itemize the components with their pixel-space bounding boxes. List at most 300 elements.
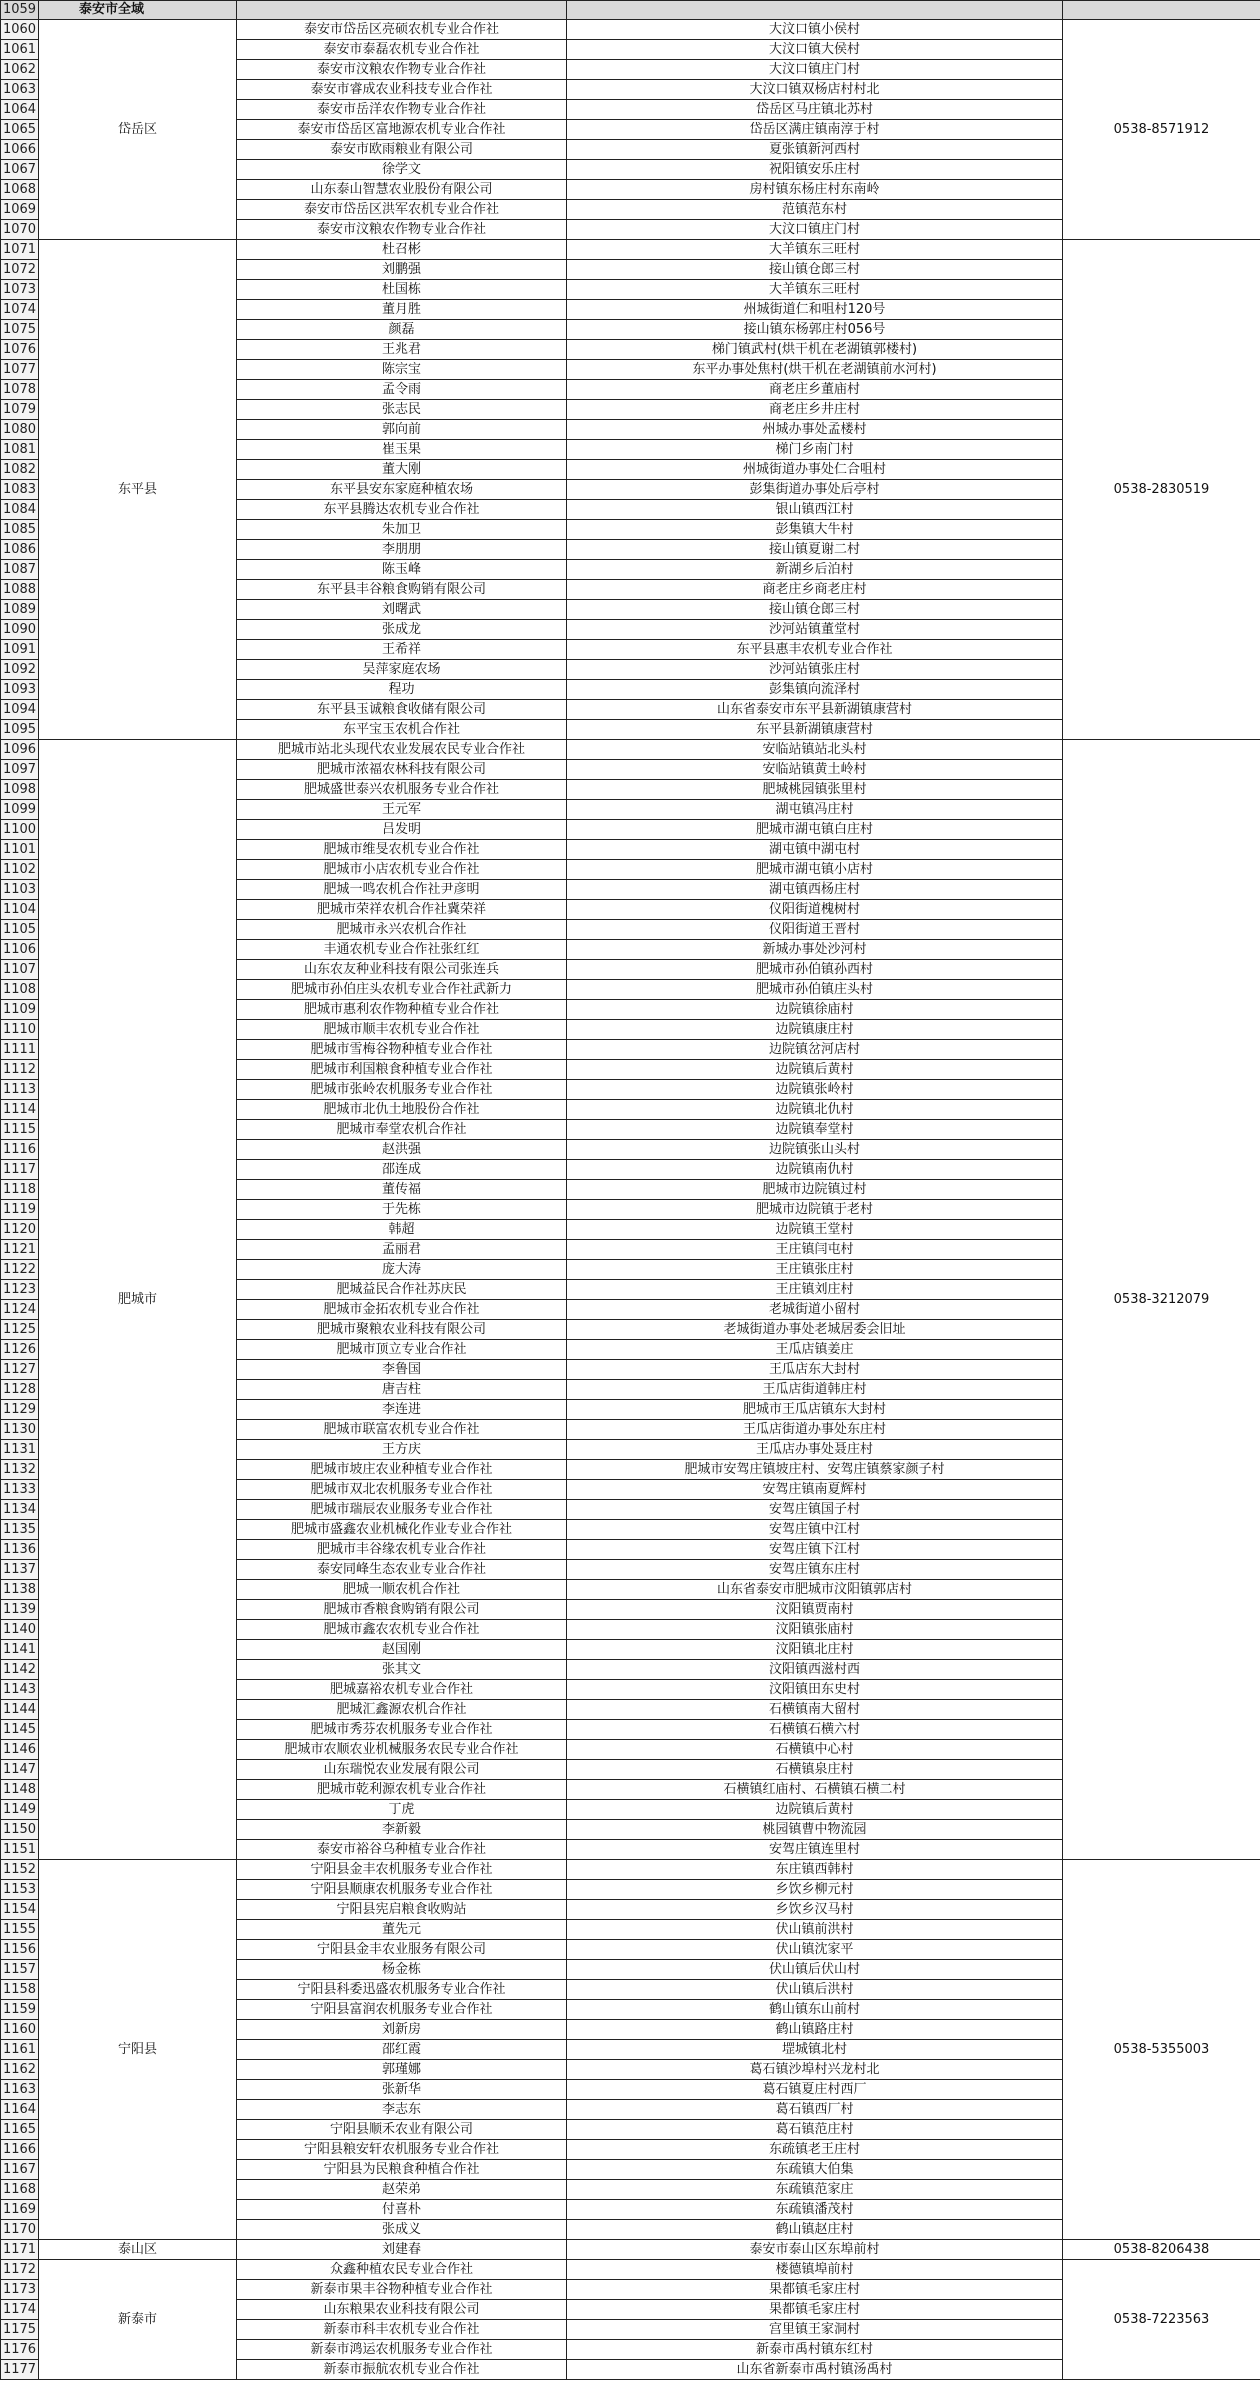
address-cell: 银山镇西江村 [567, 500, 1063, 520]
entity-name-cell: 赵洪强 [237, 1140, 567, 1160]
entity-name-cell: 邵连成 [237, 1160, 567, 1180]
row-number: 1161 [1, 2040, 39, 2060]
address-cell: 王瓜店办事处聂庄村 [567, 1440, 1063, 1460]
entity-name-cell: 吕发明 [237, 820, 567, 840]
phone-cell: 0538-5355003 [1063, 1860, 1260, 2240]
entity-name-cell: 宁阳县顺禾农业有限公司 [237, 2120, 567, 2140]
row-number: 1163 [1, 2080, 39, 2100]
row-number: 1139 [1, 1600, 39, 1620]
address-cell: 肥城市孙伯镇孙西村 [567, 960, 1063, 980]
entity-name-cell: 泰安市裕谷乌种植专业合作社 [237, 1840, 567, 1860]
phone-cell: 0538-7223563 [1063, 2260, 1260, 2380]
row-number: 1107 [1, 960, 39, 980]
entity-name-cell: 宁阳县金丰农业服务有限公司 [237, 1940, 567, 1960]
entity-name-cell: 肥城嘉裕农机专业合作社 [237, 1680, 567, 1700]
address-cell: 房村镇东杨庄村东南岭 [567, 180, 1063, 200]
address-cell: 果都镇毛家庄村 [567, 2280, 1063, 2300]
row-number: 1176 [1, 2340, 39, 2360]
entity-name-cell: 肥城市浓福农林科技有限公司 [237, 760, 567, 780]
city-header: 泰安市全域 [39, 1, 237, 20]
row-number: 1098 [1, 780, 39, 800]
row-number: 1097 [1, 760, 39, 780]
address-cell: 东疏镇潘茂村 [567, 2200, 1063, 2220]
entity-name-cell: 张成龙 [237, 620, 567, 640]
entity-name-cell: 唐吉柱 [237, 1380, 567, 1400]
phone-cell: 0538-3212079 [1063, 740, 1260, 1860]
address-cell: 东疏镇范家庄 [567, 2180, 1063, 2200]
address-cell: 泰安市泰山区东埠前村 [567, 2240, 1063, 2260]
entity-name-cell: 山东农友种业科技有限公司张连兵 [237, 960, 567, 980]
row-number: 1110 [1, 1020, 39, 1040]
address-cell: 边院镇南仇村 [567, 1160, 1063, 1180]
row-number: 1129 [1, 1400, 39, 1420]
row-number: 1063 [1, 80, 39, 100]
address-cell: 汶阳镇张庙村 [567, 1620, 1063, 1640]
address-cell: 安临站镇站北头村 [567, 740, 1063, 760]
phone-cell: 0538-8206438 [1063, 2240, 1260, 2260]
entity-name-cell: 肥城市荣祥农机合作社冀荣祥 [237, 900, 567, 920]
entity-name-cell: 张新华 [237, 2080, 567, 2100]
address-cell: 边院镇张山头村 [567, 1140, 1063, 1160]
address-cell: 山东省泰安市肥城市汶阳镇郭店村 [567, 1580, 1063, 1600]
row-number: 1082 [1, 460, 39, 480]
entity-name-cell: 王兆君 [237, 340, 567, 360]
row-number: 1134 [1, 1500, 39, 1520]
row-number: 1164 [1, 2100, 39, 2120]
row-number: 1170 [1, 2220, 39, 2240]
entity-name-cell: 泰安市岱岳区洪军农机专业合作社 [237, 200, 567, 220]
row-number: 1104 [1, 900, 39, 920]
address-cell: 商老庄乡董庙村 [567, 380, 1063, 400]
address-cell: 边院镇岔河店村 [567, 1040, 1063, 1060]
entity-name-cell: 丰通农机专业合作社张红红 [237, 940, 567, 960]
entity-name-cell: 肥城市永兴农机合作社 [237, 920, 567, 940]
address-cell: 接山镇仓郎三村 [567, 260, 1063, 280]
address-cell: 东疏镇大伯集 [567, 2160, 1063, 2180]
entity-name-cell: 朱加卫 [237, 520, 567, 540]
row-number: 1100 [1, 820, 39, 840]
row-number: 1172 [1, 2260, 39, 2280]
address-cell: 肥城桃园镇张里村 [567, 780, 1063, 800]
entity-name-cell: 肥城市顺丰农机专业合作社 [237, 1020, 567, 1040]
address-cell: 东庄镇西韩村 [567, 1860, 1063, 1880]
entity-name-cell: 郭瑾娜 [237, 2060, 567, 2080]
row-number: 1115 [1, 1120, 39, 1140]
row-number: 1150 [1, 1820, 39, 1840]
entity-name-cell: 肥城市瑞辰农业服务专业合作社 [237, 1500, 567, 1520]
entity-name-cell: 宁阳县富润农机服务专业合作社 [237, 2000, 567, 2020]
entity-name-cell: 肥城一顺农机合作社 [237, 1580, 567, 1600]
row-number: 1177 [1, 2360, 39, 2380]
address-cell: 肥城市孙伯镇庄头村 [567, 980, 1063, 1000]
row-number: 1078 [1, 380, 39, 400]
entity-name-cell: 陈玉峰 [237, 560, 567, 580]
entity-name-cell: 董大刚 [237, 460, 567, 480]
row-number: 1079 [1, 400, 39, 420]
entity-name-cell: 肥城市香粮食购销有限公司 [237, 1600, 567, 1620]
row-number: 1069 [1, 200, 39, 220]
entity-name-cell: 东平宝玉农机合作社 [237, 720, 567, 740]
address-cell: 东平县新湖镇康营村 [567, 720, 1063, 740]
address-cell: 边院镇张岭村 [567, 1080, 1063, 1100]
row-number: 1137 [1, 1560, 39, 1580]
address-cell: 大汶口镇双杨店村村北 [567, 80, 1063, 100]
address-cell: 东平办事处焦村(烘干机在老湖镇前水河村) [567, 360, 1063, 380]
address-cell: 州城办事处孟楼村 [567, 420, 1063, 440]
row-number: 1093 [1, 680, 39, 700]
address-cell: 接山镇仓郎三村 [567, 600, 1063, 620]
row-number: 1128 [1, 1380, 39, 1400]
row-number: 1089 [1, 600, 39, 620]
row-number: 1156 [1, 1940, 39, 1960]
row-number: 1173 [1, 2280, 39, 2300]
entity-name-cell: 肥城市北仇土地股份合作社 [237, 1100, 567, 1120]
entity-name-cell: 肥城盛世泰兴农机服务专业合作社 [237, 780, 567, 800]
row-number: 1131 [1, 1440, 39, 1460]
row-number: 1070 [1, 220, 39, 240]
address-cell: 山东省新泰市禹村镇汤禹村 [567, 2360, 1063, 2380]
address-cell: 边院镇后黄村 [567, 1800, 1063, 1820]
entity-name-cell: 王方庆 [237, 1440, 567, 1460]
row-number: 1145 [1, 1720, 39, 1740]
entity-name-cell: 邵红霞 [237, 2040, 567, 2060]
row-number: 1112 [1, 1060, 39, 1080]
address-cell: 石横镇泉庄村 [567, 1760, 1063, 1780]
address-cell: 石横镇石横六村 [567, 1720, 1063, 1740]
row-number: 1130 [1, 1420, 39, 1440]
row-number: 1125 [1, 1320, 39, 1340]
row-number: 1066 [1, 140, 39, 160]
address-cell: 安驾庄镇东庄村 [567, 1560, 1063, 1580]
row-number: 1149 [1, 1800, 39, 1820]
entity-name-cell: 肥城市利国粮食种植专业合作社 [237, 1060, 567, 1080]
header-cell [237, 1, 567, 20]
entity-name-cell: 肥城市孙伯庄头农机专业合作社武新力 [237, 980, 567, 1000]
entity-name-cell: 新泰市果丰谷物种植专业合作社 [237, 2280, 567, 2300]
address-cell: 安驾庄镇国子村 [567, 1500, 1063, 1520]
address-cell: 安临站镇黄土岭村 [567, 760, 1063, 780]
row-number: 1165 [1, 2120, 39, 2140]
row-number: 1127 [1, 1360, 39, 1380]
entity-name-cell: 肥城市站北头现代农业发展农民专业合作社 [237, 740, 567, 760]
row-number: 1175 [1, 2320, 39, 2340]
address-cell: 彭集镇向流泽村 [567, 680, 1063, 700]
address-cell: 葛石镇西厂村 [567, 2100, 1063, 2120]
entity-name-cell: 肥城市金拓农机专业合作社 [237, 1300, 567, 1320]
row-number: 1153 [1, 1880, 39, 1900]
row-number: 1142 [1, 1660, 39, 1680]
row-number: 1086 [1, 540, 39, 560]
row-number: 1060 [1, 20, 39, 40]
address-cell: 安驾庄镇下江村 [567, 1540, 1063, 1560]
entity-name-cell: 杜召彬 [237, 240, 567, 260]
address-cell: 肥城市边院镇过村 [567, 1180, 1063, 1200]
row-number: 1114 [1, 1100, 39, 1120]
address-cell: 楼德镇埠前村 [567, 2260, 1063, 2280]
address-cell: 安驾庄镇南夏辉村 [567, 1480, 1063, 1500]
entity-name-cell: 泰安同峰生态农业专业合作社 [237, 1560, 567, 1580]
address-cell: 肥城市湖屯镇白庄村 [567, 820, 1063, 840]
entity-name-cell: 李连进 [237, 1400, 567, 1420]
entity-name-cell: 山东粮果农业科技有限公司 [237, 2300, 567, 2320]
table-row [1, 740, 1260, 760]
entity-name-cell: 赵国刚 [237, 1640, 567, 1660]
entity-name-cell: 赵荣弟 [237, 2180, 567, 2200]
address-cell: 安驾庄镇中江村 [567, 1520, 1063, 1540]
row-number: 1160 [1, 2020, 39, 2040]
table-row [1, 240, 1260, 260]
entity-name-cell: 山东瑞悦农业发展有限公司 [237, 1760, 567, 1780]
entity-name-cell: 杜国栋 [237, 280, 567, 300]
entity-name-cell: 肥城市乾利源农机专业合作社 [237, 1780, 567, 1800]
row-number: 1076 [1, 340, 39, 360]
address-cell: 肥城市边院镇于老村 [567, 1200, 1063, 1220]
entity-name-cell: 宁阳县科委迅盛农机服务专业合作社 [237, 1980, 567, 2000]
entity-name-cell: 肥城市联富农机专业合作社 [237, 1420, 567, 1440]
county-cell: 岱岳区 [39, 20, 237, 240]
address-cell: 伏山镇沈家平 [567, 1940, 1063, 1960]
entity-name-cell: 董月胜 [237, 300, 567, 320]
address-cell: 王瓜店东大封村 [567, 1360, 1063, 1380]
address-cell: 石横镇红庙村、石横镇石横二村 [567, 1780, 1063, 1800]
address-cell: 沙河站镇张庄村 [567, 660, 1063, 680]
row-number: 1099 [1, 800, 39, 820]
entity-name-cell: 张其文 [237, 1660, 567, 1680]
address-cell: 大羊镇东三旺村 [567, 280, 1063, 300]
entity-name-cell: 泰安市岱岳区富地源农机专业合作社 [237, 120, 567, 140]
address-cell: 石横镇中心村 [567, 1740, 1063, 1760]
entity-name-cell: 肥城一鸣农机合作社尹彦明 [237, 880, 567, 900]
row-number: 1077 [1, 360, 39, 380]
entity-name-cell: 刘建春 [237, 2240, 567, 2260]
entity-name-cell: 刘曙武 [237, 600, 567, 620]
address-cell: 边院镇王堂村 [567, 1220, 1063, 1240]
entity-name-cell: 肥城市农顺农业机械服务农民专业合作社 [237, 1740, 567, 1760]
row-number: 1159 [1, 2000, 39, 2020]
address-cell: 宫里镇王家洞村 [567, 2320, 1063, 2340]
address-cell: 岱岳区马庄镇北苏村 [567, 100, 1063, 120]
row-number: 1113 [1, 1080, 39, 1100]
row-number: 1080 [1, 420, 39, 440]
row-number: 1102 [1, 860, 39, 880]
entity-name-cell: 肥城市惠利农作物种植专业合作社 [237, 1000, 567, 1020]
table-row [1, 1860, 1260, 1880]
row-number: 1155 [1, 1920, 39, 1940]
header-cell [567, 1, 1063, 20]
address-cell: 商老庄乡商老庄村 [567, 580, 1063, 600]
entity-name-cell: 泰安市岳洋农作物专业合作社 [237, 100, 567, 120]
row-number: 1174 [1, 2300, 39, 2320]
address-cell: 东平县惠丰农机专业合作社 [567, 640, 1063, 660]
row-number: 1158 [1, 1980, 39, 2000]
entity-name-cell: 王希祥 [237, 640, 567, 660]
address-cell: 大汶口镇小侯村 [567, 20, 1063, 40]
address-cell: 大汶口镇大侯村 [567, 40, 1063, 60]
row-number: 1118 [1, 1180, 39, 1200]
row-number: 1088 [1, 580, 39, 600]
address-cell: 鹤山镇赵庄村 [567, 2220, 1063, 2240]
address-cell: 仪阳街道槐树村 [567, 900, 1063, 920]
row-number: 1171 [1, 2240, 39, 2260]
address-cell: 祝阳镇安乐庄村 [567, 160, 1063, 180]
address-cell: 边院镇北仇村 [567, 1100, 1063, 1120]
entity-name-cell: 颜磊 [237, 320, 567, 340]
entity-name-cell: 王元军 [237, 800, 567, 820]
row-number: 1068 [1, 180, 39, 200]
row-number: 1090 [1, 620, 39, 640]
address-cell: 岱岳区满庄镇南淳于村 [567, 120, 1063, 140]
entity-name-cell: 张成义 [237, 2220, 567, 2240]
row-number: 1085 [1, 520, 39, 540]
entity-name-cell: 宁阳县粮安轩农机服务专业合作社 [237, 2140, 567, 2160]
entity-name-cell: 肥城市双北农机服务专业合作社 [237, 1480, 567, 1500]
row-number: 1122 [1, 1260, 39, 1280]
row-number: 1074 [1, 300, 39, 320]
address-cell: 伏山镇后伏山村 [567, 1960, 1063, 1980]
address-cell: 湖屯镇西杨庄村 [567, 880, 1063, 900]
entity-name-cell: 东平县玉诚粮食收储有限公司 [237, 700, 567, 720]
row-number: 1103 [1, 880, 39, 900]
entity-name-cell: 杨金栋 [237, 1960, 567, 1980]
entity-name-cell: 肥城市盛鑫农业机械化作业专业合作社 [237, 1520, 567, 1540]
row-number: 1071 [1, 240, 39, 260]
address-cell: 边院镇后黄村 [567, 1060, 1063, 1080]
row-number: 1144 [1, 1700, 39, 1720]
row-number: 1105 [1, 920, 39, 940]
address-cell: 接山镇夏谢二村 [567, 540, 1063, 560]
address-cell: 彭集街道办事处后亭村 [567, 480, 1063, 500]
entity-name-cell: 肥城益民合作社苏庆民 [237, 1280, 567, 1300]
row-number: 1064 [1, 100, 39, 120]
address-cell: 乡饮乡柳元村 [567, 1880, 1063, 1900]
address-cell: 安驾庄镇连里村 [567, 1840, 1063, 1860]
county-cell: 肥城市 [39, 740, 237, 1860]
address-cell: 葛石镇沙埠村兴龙村北 [567, 2060, 1063, 2080]
entity-name-cell: 宁阳县顺康农机服务专业合作社 [237, 1880, 567, 1900]
address-cell: 鹤山镇东山前村 [567, 2000, 1063, 2020]
entity-name-cell: 新泰市科丰农机专业合作社 [237, 2320, 567, 2340]
address-cell: 肥城市王瓜店镇东大封村 [567, 1400, 1063, 1420]
row-number: 1157 [1, 1960, 39, 1980]
row-number: 1154 [1, 1900, 39, 1920]
address-cell: 葛石镇夏庄村西厂 [567, 2080, 1063, 2100]
row-number: 1146 [1, 1740, 39, 1760]
row-number: 1167 [1, 2160, 39, 2180]
row-number: 1059 [1, 1, 39, 20]
entity-name-cell: 山东泰山智慧农业股份有限公司 [237, 180, 567, 200]
row-number: 1116 [1, 1140, 39, 1160]
address-cell: 王庄镇闫屯村 [567, 1240, 1063, 1260]
address-cell: 州城街道办事处仁合咀村 [567, 460, 1063, 480]
row-number: 1092 [1, 660, 39, 680]
entity-name-cell: 孟令雨 [237, 380, 567, 400]
phone-cell: 0538-8571912 [1063, 20, 1260, 240]
address-cell: 伏山镇前洪村 [567, 1920, 1063, 1940]
address-cell: 肥城市安驾庄镇坡庄村、安驾庄镇蔡家颜子村 [567, 1460, 1063, 1480]
entity-name-cell: 崔玉果 [237, 440, 567, 460]
row-number: 1126 [1, 1340, 39, 1360]
entity-name-cell: 于先栋 [237, 1200, 567, 1220]
entity-name-cell: 新泰市鸿运农机服务专业合作社 [237, 2340, 567, 2360]
phone-cell: 0538-2830519 [1063, 240, 1260, 740]
entity-name-cell: 新泰市振航农机专业合作社 [237, 2360, 567, 2380]
address-cell: 葛石镇范庄村 [567, 2120, 1063, 2140]
row-number: 1109 [1, 1000, 39, 1020]
entity-name-cell: 泰安市睿成农业科技专业合作社 [237, 80, 567, 100]
address-cell: 山东省泰安市东平县新湖镇康营村 [567, 700, 1063, 720]
row-number: 1061 [1, 40, 39, 60]
address-cell: 仪阳街道王晋村 [567, 920, 1063, 940]
entity-name-cell: 肥城市聚粮农业科技有限公司 [237, 1320, 567, 1340]
entity-name-cell: 肥城市雪梅谷物种植专业合作社 [237, 1040, 567, 1060]
table-row [1, 20, 1260, 40]
address-cell: 沙河站镇董堂村 [567, 620, 1063, 640]
row-number: 1095 [1, 720, 39, 740]
row-number: 1120 [1, 1220, 39, 1240]
entity-name-cell: 肥城市坡庄农业种植专业合作社 [237, 1460, 567, 1480]
address-cell: 边院镇奉堂村 [567, 1120, 1063, 1140]
row-number: 1117 [1, 1160, 39, 1180]
address-cell: 边院镇徐庙村 [567, 1000, 1063, 1020]
entity-name-cell: 泰安市汶粮农作物专业合作社 [237, 220, 567, 240]
row-number: 1087 [1, 560, 39, 580]
entity-name-cell: 李朋朋 [237, 540, 567, 560]
address-cell: 商老庄乡井庄村 [567, 400, 1063, 420]
address-cell: 新湖乡后泊村 [567, 560, 1063, 580]
address-cell: 汶阳镇田东史村 [567, 1680, 1063, 1700]
row-number: 1075 [1, 320, 39, 340]
entity-name-cell: 董先元 [237, 1920, 567, 1940]
entity-name-cell: 刘新房 [237, 2020, 567, 2040]
row-number: 1124 [1, 1300, 39, 1320]
address-cell: 王瓜店街道韩庄村 [567, 1380, 1063, 1400]
entity-name-cell: 李鲁国 [237, 1360, 567, 1380]
address-cell: 伏山镇后洪村 [567, 1980, 1063, 2000]
row-number: 1101 [1, 840, 39, 860]
entity-name-cell: 刘鹏强 [237, 260, 567, 280]
row-number: 1135 [1, 1520, 39, 1540]
row-number: 1119 [1, 1200, 39, 1220]
row-number: 1169 [1, 2200, 39, 2220]
row-number: 1106 [1, 940, 39, 960]
address-cell: 梯门镇武村(烘干机在老湖镇郭楼村) [567, 340, 1063, 360]
address-cell: 王庄镇刘庄村 [567, 1280, 1063, 1300]
address-cell: 堽城镇北村 [567, 2040, 1063, 2060]
address-cell: 汶阳镇西滋村西 [567, 1660, 1063, 1680]
row-number: 1091 [1, 640, 39, 660]
row-number: 1108 [1, 980, 39, 1000]
entity-name-cell: 众鑫种植农民专业合作社 [237, 2260, 567, 2280]
entity-name-cell: 李志东 [237, 2100, 567, 2120]
entity-name-cell: 东平县丰谷粮食购销有限公司 [237, 580, 567, 600]
address-cell: 湖屯镇中湖屯村 [567, 840, 1063, 860]
row-number: 1083 [1, 480, 39, 500]
entity-name-cell: 李新毅 [237, 1820, 567, 1840]
address-cell: 边院镇康庄村 [567, 1020, 1063, 1040]
entity-name-cell: 董传福 [237, 1180, 567, 1200]
address-cell: 桃园镇曹中物流园 [567, 1820, 1063, 1840]
address-cell: 王瓜店街道办事处东庄村 [567, 1420, 1063, 1440]
county-cell: 宁阳县 [39, 1860, 237, 2240]
entity-name-cell: 肥城市鑫农农机专业合作社 [237, 1620, 567, 1640]
row-number: 1152 [1, 1860, 39, 1880]
address-cell: 王庄镇张庄村 [567, 1260, 1063, 1280]
table-row [1, 2240, 1260, 2260]
row-number: 1168 [1, 2180, 39, 2200]
county-cell: 新泰市 [39, 2260, 237, 2380]
row-number: 1096 [1, 740, 39, 760]
address-cell: 范镇范东村 [567, 200, 1063, 220]
